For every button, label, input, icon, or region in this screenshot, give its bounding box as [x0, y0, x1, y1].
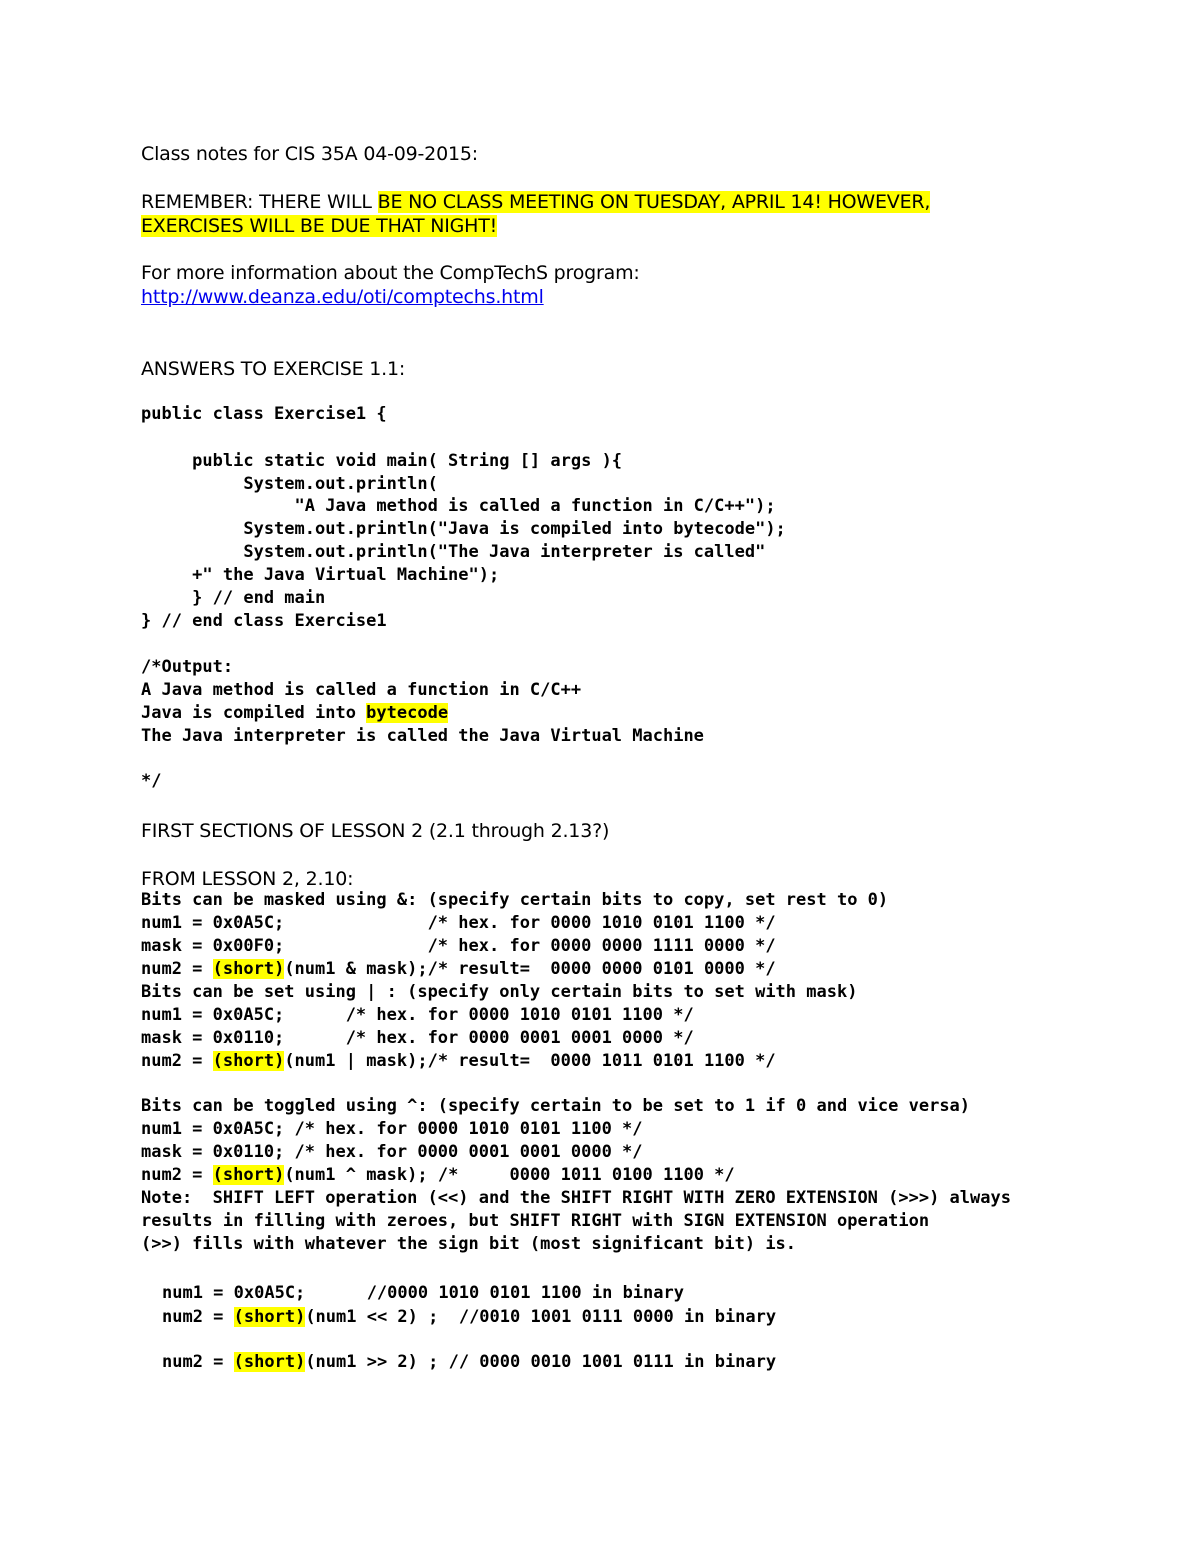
shift-left-rest: (num1 << 2) ; //0010 1001 0111 0000 in binary [305, 1307, 777, 1327]
code-line: public static void main( String [] args ){ [141, 451, 623, 471]
output-line-3: The Java interpreter is called the Java Virtual Machine [141, 726, 704, 746]
toggle-result: (num1 ^ mask); /* 0000 1011 0100 1100 */ [284, 1165, 735, 1185]
code-line: "A Java method is called a function in C/C++"); [141, 496, 776, 516]
output-line-2-highlight: bytecode [366, 703, 449, 723]
code-line: System.out.println("The Java interpreter is called" [141, 542, 766, 562]
short-cast-highlight: (short) [233, 1352, 306, 1372]
toggle-line: num1 = 0x0A5C; /* hex. for 0000 1010 0101 1100 */ [141, 1119, 643, 1139]
assign-prefix: num2 = [162, 1307, 234, 1327]
output-line-2-prefix: Java is compiled into [141, 703, 367, 723]
short-cast-highlight: (short) [233, 1307, 306, 1327]
output-open: /*Output: [141, 657, 234, 677]
assign-prefix: num2 = [141, 959, 213, 979]
info-text: For more information about the CompTechS program: [141, 262, 640, 284]
assign-prefix: num2 = [141, 1051, 213, 1071]
shift-num1-line: num1 = 0x0A5C; //0000 1010 0101 1100 in binary [162, 1283, 684, 1303]
reminder-highlight-1: BE NO CLASS MEETING ON TUESDAY, APRIL 14! HOWEVER, [377, 191, 931, 213]
code-line: } // end class Exercise1 [141, 611, 387, 631]
mask-line: num1 = 0x0A5C; /* hex. for 0000 1010 0101 1100 */ [141, 913, 776, 933]
assign-prefix: num2 = [141, 1165, 213, 1185]
code-line: System.out.println( [141, 474, 438, 494]
mask-result: (num1 & mask);/* result= 0000 0000 0101 0000 */ [284, 959, 776, 979]
note-line: Note: SHIFT LEFT operation (<<) and the SHIFT RIGHT WITH ZERO EXTENSION (>>>) always [141, 1188, 1011, 1208]
toggle-result-line [141, 1165, 735, 1185]
short-cast-highlight: (short) [212, 1165, 285, 1185]
mask-line: mask = 0x00F0; /* hex. for 0000 0000 1111 0000 */ [141, 936, 776, 956]
shift-right-rest: (num1 >> 2) ; // 0000 0010 1001 0111 in binary [305, 1352, 777, 1372]
reminder-prefix: REMEMBER: THERE WILL [141, 191, 378, 213]
exercise-heading: ANSWERS TO EXERCISE 1.1: [141, 358, 406, 380]
note-line: (>>) fills with whatever the sign bit (most significant bit) is. [141, 1234, 797, 1254]
output-close: */ [141, 771, 162, 791]
short-cast-highlight: (short) [212, 1051, 285, 1071]
notes-title: Class notes for CIS 35A 04-09-2015: [141, 143, 478, 165]
output-line-2 [141, 703, 448, 723]
mask-line: Bits can be masked using &: (specify certain bits to copy, set rest to 0) [141, 890, 889, 910]
set-result-line [141, 1051, 776, 1071]
note-line: results in filling with zeroes, but SHIFT RIGHT with SIGN EXTENSION operation [141, 1211, 930, 1231]
toggle-line: mask = 0x0110; /* hex. for 0000 0001 0001 0000 */ [141, 1142, 643, 1162]
reminder-line-1 [141, 191, 930, 213]
mask-result-line [141, 959, 776, 979]
code-line: public class Exercise1 { [141, 404, 387, 424]
comptechs-link[interactable]: http://www.deanza.edu/oti/comptechs.html [141, 286, 544, 308]
sections-heading: FIRST SECTIONS OF LESSON 2 (2.1 through 2.13?) [141, 820, 610, 842]
short-cast-highlight: (short) [212, 959, 285, 979]
output-line-1: A Java method is called a function in C/C++ [141, 680, 582, 700]
reminder-line-2 [141, 215, 497, 237]
info-link-line [141, 286, 544, 308]
set-line: mask = 0x0110; /* hex. for 0000 0001 0001 0000 */ [141, 1028, 694, 1048]
shift-left-line [162, 1307, 776, 1327]
assign-prefix: num2 = [162, 1352, 234, 1372]
set-result: (num1 | mask);/* result= 0000 1011 0101 1100 */ [284, 1051, 776, 1071]
set-line: Bits can be set using | : (specify only certain bits to set with mask) [141, 982, 858, 1002]
reminder-highlight-2: EXERCISES WILL BE DUE THAT NIGHT! [141, 215, 498, 237]
toggle-line: Bits can be toggled using ^: (specify certain to be set to 1 if 0 and vice versa) [141, 1096, 971, 1116]
code-line: System.out.println("Java is compiled into bytecode"); [141, 519, 786, 539]
from-lesson-heading: FROM LESSON 2, 2.10: [141, 868, 354, 890]
code-line: +" the Java Virtual Machine"); [141, 565, 500, 585]
shift-right-line [162, 1352, 776, 1372]
set-line: num1 = 0x0A5C; /* hex. for 0000 1010 0101 1100 */ [141, 1005, 694, 1025]
code-line: } // end main [141, 588, 326, 608]
